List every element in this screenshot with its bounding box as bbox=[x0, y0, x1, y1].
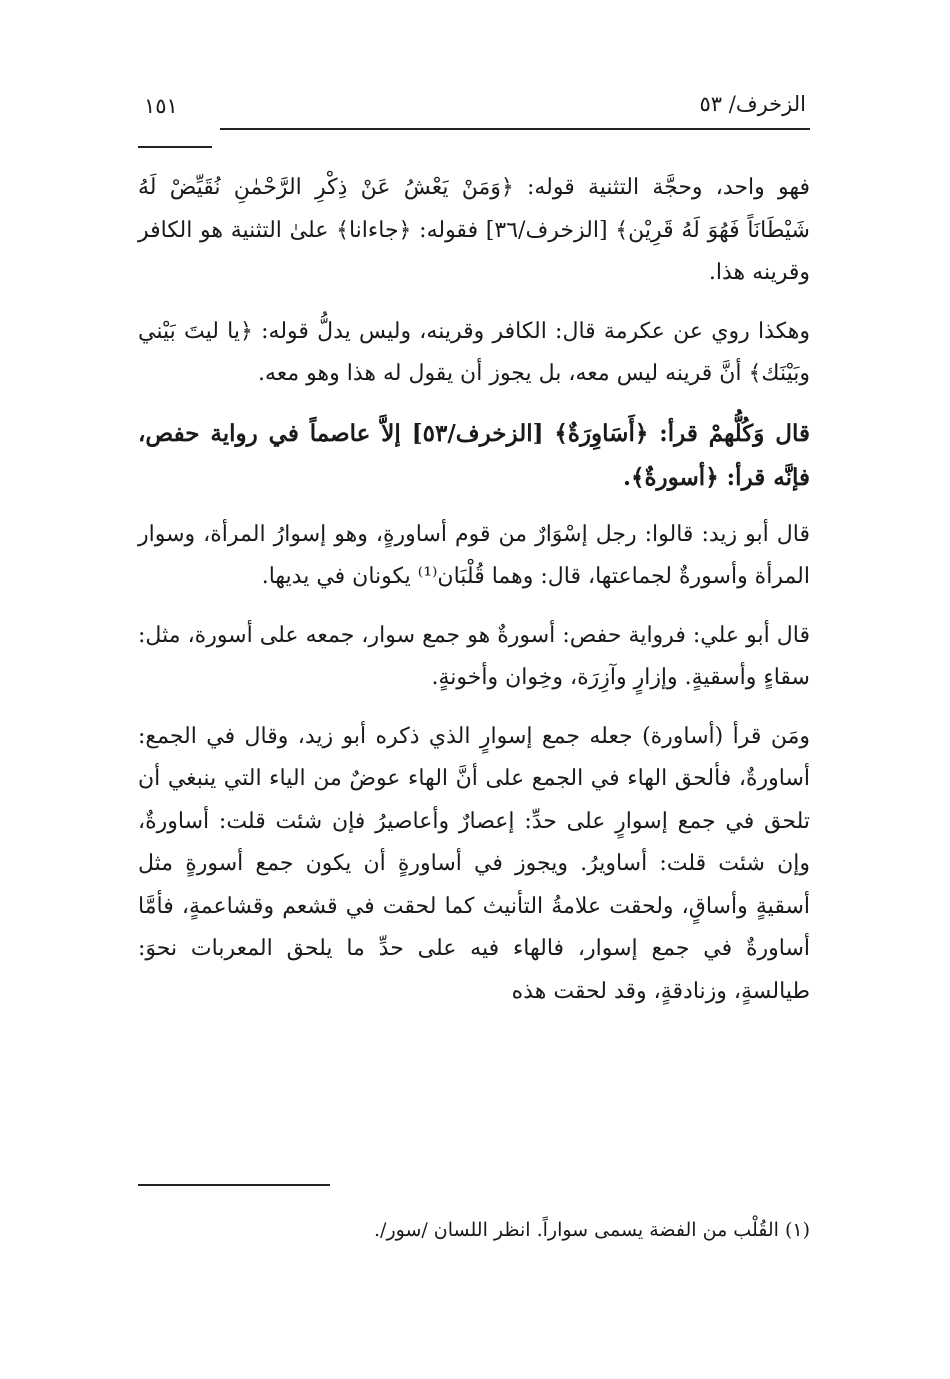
paragraph: قال أبو زيد: قالوا: رجل إسْوَارٌ من قوم أساورةٍ، وهو إسوارُ المرأة، وسوار المرأة وأسورةٌ لجماعتها، قال: وهما قُلْبَان⁽¹⁾ يكونان في يديها. bbox=[138, 521, 810, 589]
page-header bbox=[138, 88, 810, 128]
paragraph: ومَن قرأ (أساورة) جعله جمع إسوارٍ الذي ذكره أبو زيد، وقال في الجمع: أساورةٌ، فألحق الهاء في الجمع على أنَّ الهاء عوضٌ من الياء التي ينبغي أن تلحق في جمع إسوارٍ على حدِّ: إعصارٌ وأعاصيرُ فإن شئت قلت: أساورةٌ، وإن شئت قلت: أساويرُ. ويجوز في أساورةٍ أن يكون جمع أسورةٍ مثل أسقيةٍ وأساقٍ، ولحقت علامةُ التأنيث كما لحقت في قشعم وقشاعمةٍ، فأمَّا أساورةٌ في جمع إسوار، فالهاء فيه على حدِّ ما يلحق المعربات نحوَ: طيالسةٍ، وزنادقةٍ، وقد لحقت هذه bbox=[138, 723, 810, 1004]
paragraph: قال أبو علي: فرواية حفص: أسورةٌ هو جمع سوار، جمعه على أسورة، مثل: سقاءٍ وأسقيةٍ. وإزارٍ وآزِرَة، وخِوان وأخونةٍ. bbox=[138, 622, 810, 690]
page-body bbox=[138, 167, 810, 1029]
running-title: الزخرف/ ٥٣ bbox=[699, 92, 806, 116]
footnote: (١) القُلْب من الفضة يسمى سواراً. انظر اللسان /سور/. bbox=[374, 1219, 810, 1241]
paragraph: فهو واحد، وحجَّة التثنية قوله: ﴿وَمَنْ يَعْشُ عَنْ ذِكْرِ الرَّحْمٰنِ نُقَيِّضْ لَهُ شَيْطَانَاً فَهُوَ لَهُ قَرِيْن﴾ [الزخرف/٣٦] فقوله: ﴿جاءانا﴾ علىٰ التثنية هو الكافر وقرينه هذا. bbox=[138, 175, 810, 285]
page-number: ١٥١ bbox=[144, 94, 178, 118]
paragraph: وهكذا روي عن عكرمة قال: الكافر وقرينه، وليس يدلُّ قوله: ﴿يا ليتَ بَيْني وبَيْنَك﴾ أنَّ قرينه ليس معه، بل يجوز أن يقول له هذا وهو معه. bbox=[138, 318, 810, 386]
page-number-rule bbox=[138, 146, 212, 148]
header-rule bbox=[220, 128, 810, 130]
qiraat-heading: قال وَكُلُّهمْ قرأ: ﴿أَسَاوِرَةٌ﴾ [الزخرف/٥٣] إلاَّ عاصماً في رواية حفص، فإنَّه قرأ: ﴿أسورةٌ﴾. bbox=[138, 419, 810, 491]
book-page bbox=[138, 0, 810, 1379]
footnote-rule bbox=[138, 1184, 330, 1186]
